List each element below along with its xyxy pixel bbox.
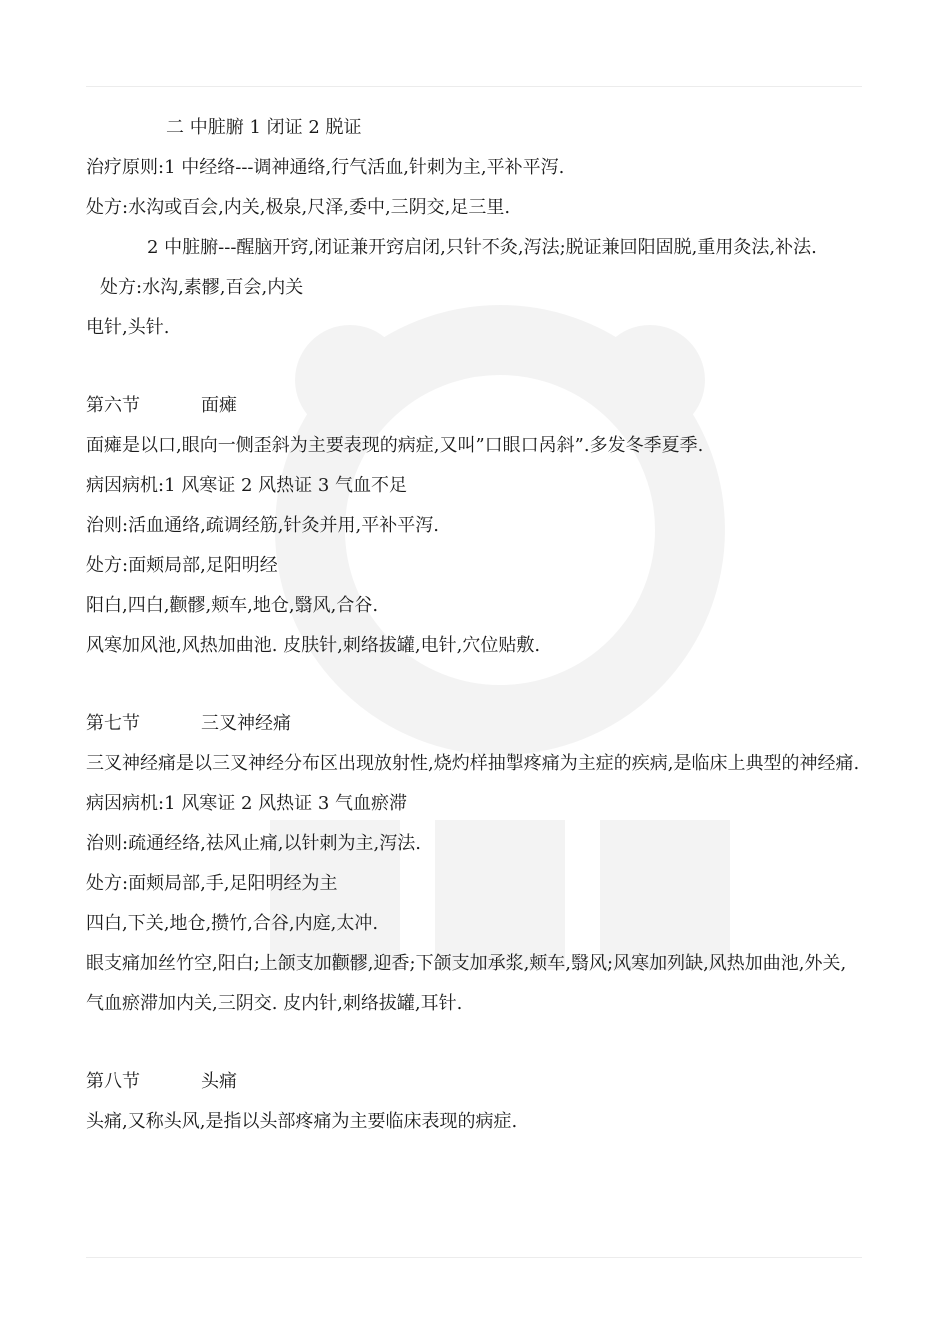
paragraph-line: 治疗原则:1 中经络---调神通络,行气活血,针刺为主,平补平泻.: [86, 157, 565, 178]
section-heading-6: [86, 386, 862, 426]
paragraph-line: 病因病机:1 风寒证 2 风热证 3 气血不足: [86, 475, 408, 496]
paragraph-line: 阳白,四白,颧髎,颊车,地仓,翳风,合谷.: [86, 595, 379, 616]
paragraph-line: 治则:疏通经络,祛风止痛,以针刺为主,泻法.: [86, 833, 421, 854]
paragraph-line: 四白,下关,地仓,攒竹,合谷,内庭,太冲.: [86, 913, 379, 934]
paragraph-line: 处方:水沟,素髎,百会,内关: [100, 277, 304, 298]
paragraph-line: 头痛,又称头风,是指以头部疼痛为主要临床表现的病症.: [86, 1111, 518, 1132]
section-number: 第七节: [86, 713, 140, 734]
subheading-zhongzangfu: 二 中脏腑 1 闭证 2 脱证: [166, 117, 362, 138]
section-number: 第八节: [86, 1071, 140, 1092]
paragraph-line: 处方:面颊局部,手,足阳明经为主: [86, 873, 338, 894]
section-title: 面瘫: [201, 395, 237, 416]
footer-rule: [86, 1257, 862, 1258]
paragraph-wrapped: 三叉神经痛是以三叉神经分布区出现放射性,烧灼样抽掣疼痛为主症的疾病,是临床上典型的神经痛.: [86, 753, 860, 774]
section-title: 三叉神经痛: [201, 713, 291, 734]
header-rule: [86, 86, 862, 87]
document-page: [86, 108, 862, 1142]
paragraph-line: 电针,头针.: [86, 317, 170, 338]
paragraph-line: 处方:面颊局部,足阳明经: [86, 555, 278, 576]
paragraph-wrapped: 2 中脏腑---醒脑开窍,闭证兼开窍启闭,只针不灸,泻法;脱证兼回阳固脱,重用灸法,补法.: [147, 237, 817, 258]
paragraph-line: 治则:活血通络,疏调经筋,针灸并用,平补平泻.: [86, 515, 439, 536]
section-heading-8: [86, 1062, 862, 1102]
section-title: 头痛: [201, 1071, 237, 1092]
paragraph-line: 风寒加风池,风热加曲池. 皮肤针,刺络拔罐,电针,穴位贴敷.: [86, 635, 541, 656]
paragraph-line: 病因病机:1 风寒证 2 风热证 3 气血瘀滞: [86, 793, 408, 814]
section-heading-7: [86, 704, 862, 744]
paragraph-line: 处方:水沟或百会,内关,极泉,尺泽,委中,三阴交,足三里.: [86, 197, 511, 218]
paragraph-line: 面瘫是以口,眼向一侧歪斜为主要表现的病症,又叫”口眼口呙斜”.多发冬季夏季.: [86, 435, 704, 456]
section-number: 第六节: [86, 395, 140, 416]
paragraph-wrapped: 眼支痛加丝竹空,阳白;上颌支加颧髎,迎香;下颌支加承浆,颊车,翳风;风寒加列缺,风热加曲池,外关,气血瘀滞加内关,三阴交. 皮内针,刺络拔罐,耳针.: [86, 953, 847, 1014]
